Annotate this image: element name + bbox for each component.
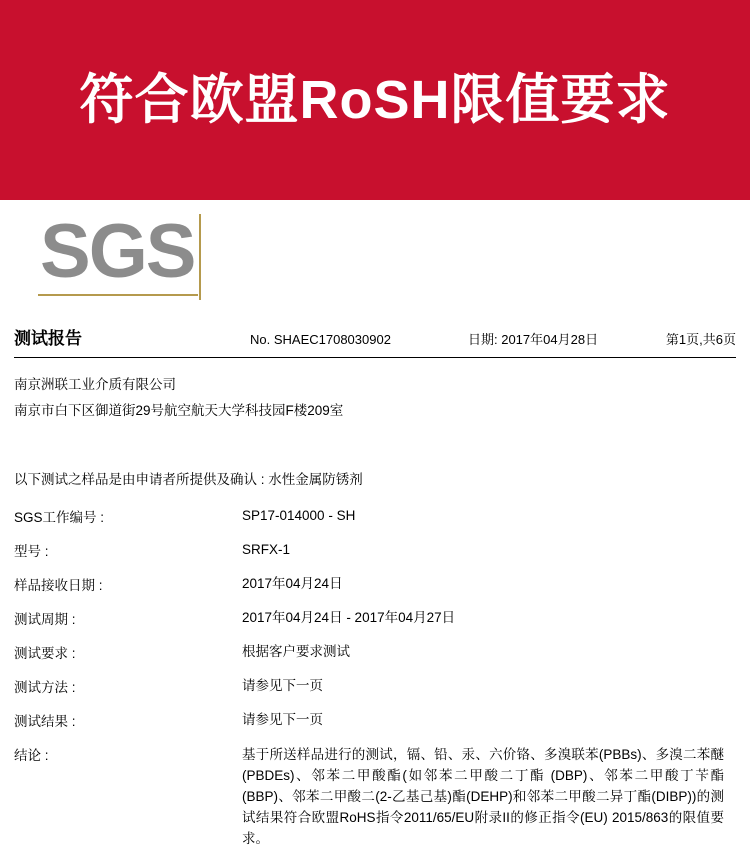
logo-area	[0, 200, 750, 318]
detail-row	[14, 642, 738, 662]
logo-vertical-rule	[199, 214, 201, 300]
details-table	[12, 506, 738, 849]
detail-value: 2017年04月24日 - 2017年04月27日	[242, 610, 456, 625]
company-block	[12, 372, 738, 424]
report-page-count: 第1页,共6页	[665, 332, 736, 347]
detail-value: 请参见下一页	[242, 678, 323, 693]
report-date: 日期: 2017年04月28日	[468, 332, 599, 347]
banner-title: 符合欧盟RoSH限值要求	[79, 70, 671, 130]
detail-row	[14, 608, 738, 628]
report-title: 测试报告	[14, 329, 82, 348]
detail-value: 根据客户要求测试	[242, 644, 350, 659]
detail-label: 样品接收日期 :	[14, 578, 103, 593]
conclusion-label: 结论 :	[14, 748, 49, 763]
detail-value: SRFX-1	[242, 542, 291, 557]
conclusion-text: 基于所送样品进行的测试，镉、铅、汞、六价铬、多溴联苯(PBBs)、多溴二苯醚(PBDEs)、邻苯二甲酸酯(如邻苯二甲酸二丁酯 (DBP)、邻苯二甲酸丁苄酯(BBP)、邻苯二甲酸二(2-乙基己基)酯(DEHP)和邻苯二甲酸二异丁酯(DIBP))的测试结果符合欧盟RoHS指令2011/65/EU附录II的修正指令(EU) 2015/863的限值要求。	[242, 747, 724, 846]
detail-label: 测试周期 :	[14, 612, 76, 627]
detail-label: 测试方法 :	[14, 680, 76, 695]
report-number: No. SHAEC1708030902	[250, 332, 391, 347]
header-divider	[14, 357, 736, 358]
detail-label: 型号 :	[14, 544, 49, 559]
detail-label: SGS工作编号 :	[14, 510, 105, 525]
red-banner	[0, 0, 750, 200]
company-name: 南京洲联工业介质有限公司	[14, 377, 176, 392]
detail-row	[14, 710, 738, 730]
logo-horizontal-rule	[38, 294, 198, 296]
detail-row	[14, 574, 738, 594]
detail-value: SP17-014000 - SH	[242, 508, 356, 523]
detail-row	[14, 540, 738, 560]
detail-value: 请参见下一页	[242, 712, 323, 727]
conclusion-row	[14, 744, 738, 849]
detail-value: 2017年04月24日	[242, 576, 343, 591]
detail-label: 测试结果 :	[14, 714, 76, 729]
document-content	[0, 324, 750, 849]
report-header	[12, 324, 738, 349]
detail-row	[14, 676, 738, 696]
sample-statement: 以下测试之样品是由申请者所提供及确认 : 水性金属防锈剂	[14, 472, 363, 487]
detail-row	[14, 506, 738, 526]
sgs-logo	[38, 209, 201, 294]
sgs-logo-text: SGS	[40, 209, 195, 294]
detail-label: 测试要求 :	[14, 646, 76, 661]
company-address: 南京市白下区御道街29号航空航天大学科技园F楼209室	[14, 403, 344, 418]
